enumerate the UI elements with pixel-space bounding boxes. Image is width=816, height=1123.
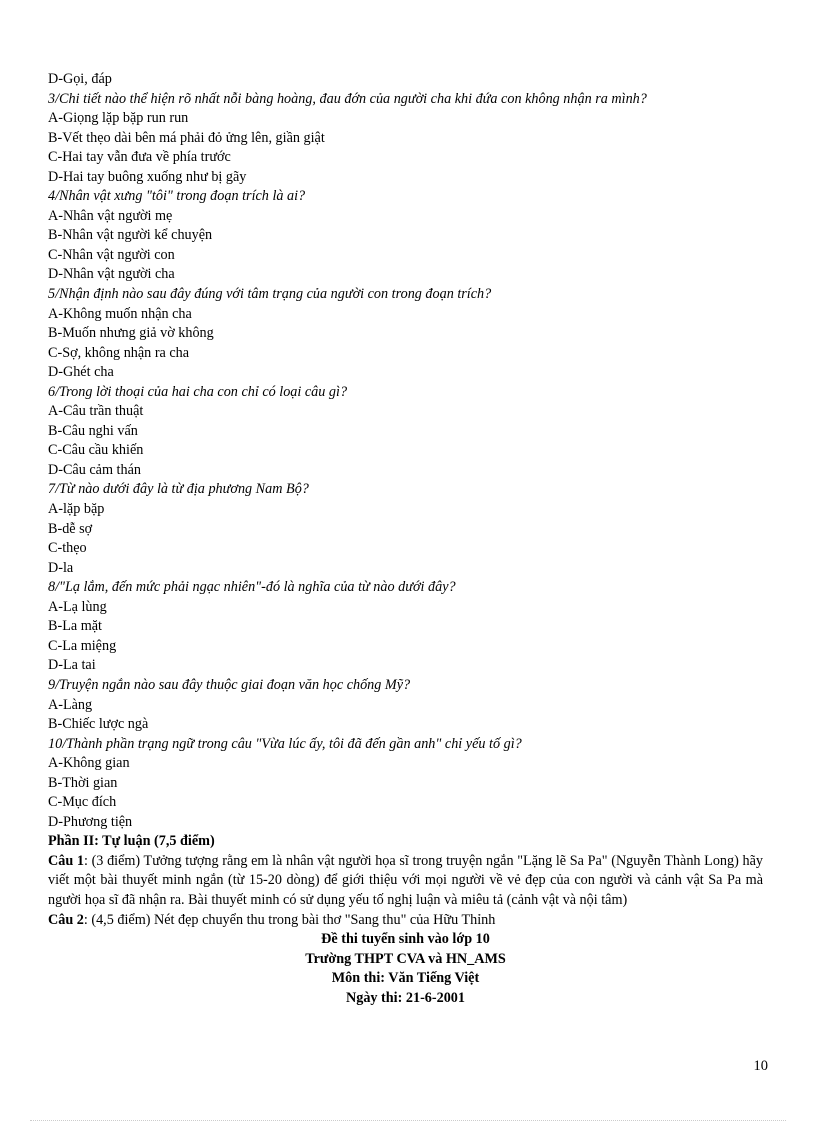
answer-option: B-Câu nghi vấn — [48, 422, 138, 439]
answer-option: C-La miệng — [48, 637, 117, 654]
section-heading: Phần II: Tự luận (7,5 điểm) — [48, 833, 215, 850]
question-line: 4/Nhân vật xưng "tôi" trong đoạn trích là ai? — [48, 188, 306, 205]
document-body — [48, 70, 763, 1008]
answer-option: B-Thời gian — [48, 774, 118, 791]
question-line: 9/Truyện ngắn nào sau đây thuộc giai đoạn văn học chống Mỹ? — [48, 676, 411, 693]
answer-option: A-Không gian — [48, 755, 130, 772]
answer-option: B-Chiếc lược ngà — [48, 716, 149, 733]
question-label: Câu 2 — [48, 911, 84, 928]
question-list — [48, 70, 763, 832]
answer-option: A-Lạ lùng — [48, 598, 107, 615]
exam-date: Ngày thi: 21-6-2001 — [345, 989, 465, 1006]
answer-option: B-Vết thẹo dài bên má phải đỏ ửng lên, giần giật — [48, 129, 325, 146]
answer-option: D-la — [48, 559, 74, 576]
exam-school: Trường THPT CVA và HN_AMS — [305, 950, 506, 967]
answer-option: C-Câu cầu khiến — [48, 442, 144, 459]
answer-option: C-thẹo — [48, 540, 87, 557]
answer-option: B-Muốn nhưng giả vờ không — [48, 325, 214, 342]
answer-option: C-Nhân vật người con — [48, 246, 175, 263]
answer-option: D-Nhân vật người cha — [48, 266, 175, 283]
answer-option: C-Hai tay vẫn đưa về phía trước — [48, 149, 231, 166]
exam-title: Đề thi tuyển sinh vào lớp 10 — [321, 931, 490, 948]
answer-option: A-Không muốn nhận cha — [48, 305, 192, 322]
question-line: 5/Nhận định nào sau đây đúng với tâm trạng của người con trong đoạn trích? — [48, 286, 492, 303]
answer-option: D-Ghét cha — [48, 364, 114, 381]
question-label: Câu 1 — [48, 852, 84, 869]
answer-option: A-Nhân vật người mẹ — [48, 207, 173, 224]
answer-option: A-Câu trần thuật — [48, 403, 144, 420]
page-bottom-rule — [30, 1120, 786, 1121]
question-line: 8/"Lạ lắm, đến mức phải ngạc nhiên"-đó là nghĩa của từ nào dưới đây? — [48, 579, 456, 596]
answer-option: B-Nhân vật người kể chuyện — [48, 227, 213, 244]
answer-option: B-La mặt — [48, 618, 102, 635]
question-text: : (4,5 điểm) Nét đẹp chuyển thu trong bài thơ "Sang thu" của Hữu Thỉnh — [83, 911, 496, 928]
answer-option: D-Hai tay buông xuống như bị gãy — [48, 168, 247, 185]
question-text: : (3 điểm) Tưởng tượng rằng em là nhân vật người họa sĩ trong truyện ngắn "Lặng lẽ Sa Pa" (Nguyễn Thành Long) hãy viết một bài thuyết minh ngắn (từ 15-20 dòng) để giới thiệu với mọi người về vẻ đẹp của con người và cảnh vật Sa Pa mà người họa sĩ đã nhận ra. Bài thuyết minh có sử dụng yếu tố nghị luận và miêu tả (cảnh vật và nội tâm) — [48, 852, 763, 908]
question-line: 3/Chi tiết nào thể hiện rõ nhất nỗi bàng hoàng, đau đớn của người cha khi đứa con không nhận ra mình? — [48, 90, 647, 107]
essay-question-2 — [48, 911, 763, 931]
essay-question-1 — [48, 852, 763, 911]
answer-option: B-dễ sợ — [48, 520, 93, 537]
answer-option: C-Sợ, không nhận ra cha — [48, 344, 190, 361]
answer-option: C-Mục đích — [48, 794, 117, 811]
question-line: 10/Thành phần trạng ngữ trong câu "Vừa lúc ấy, tôi đã đến gần anh" chỉ yếu tố gì? — [48, 735, 522, 752]
answer-option: D-La tai — [48, 657, 96, 674]
answer-option: A-Làng — [48, 696, 93, 713]
exam-subject: Môn thi: Văn Tiếng Việt — [331, 970, 480, 987]
page-number: 10 — [753, 1058, 768, 1074]
answer-option: D-Phương tiện — [48, 813, 133, 830]
answer-option: D-Câu cảm thán — [48, 461, 141, 478]
question-line: 7/Từ nào dưới đây là từ địa phương Nam Bộ? — [48, 481, 309, 498]
answer-option: A-lặp bặp — [48, 501, 105, 518]
answer-option: A-Giọng lặp bặp run run — [48, 110, 189, 127]
answer-option: D-Gọi, đáp — [48, 71, 112, 87]
question-line: 6/Trong lời thoại của hai cha con chỉ có loại câu gì? — [48, 383, 348, 400]
